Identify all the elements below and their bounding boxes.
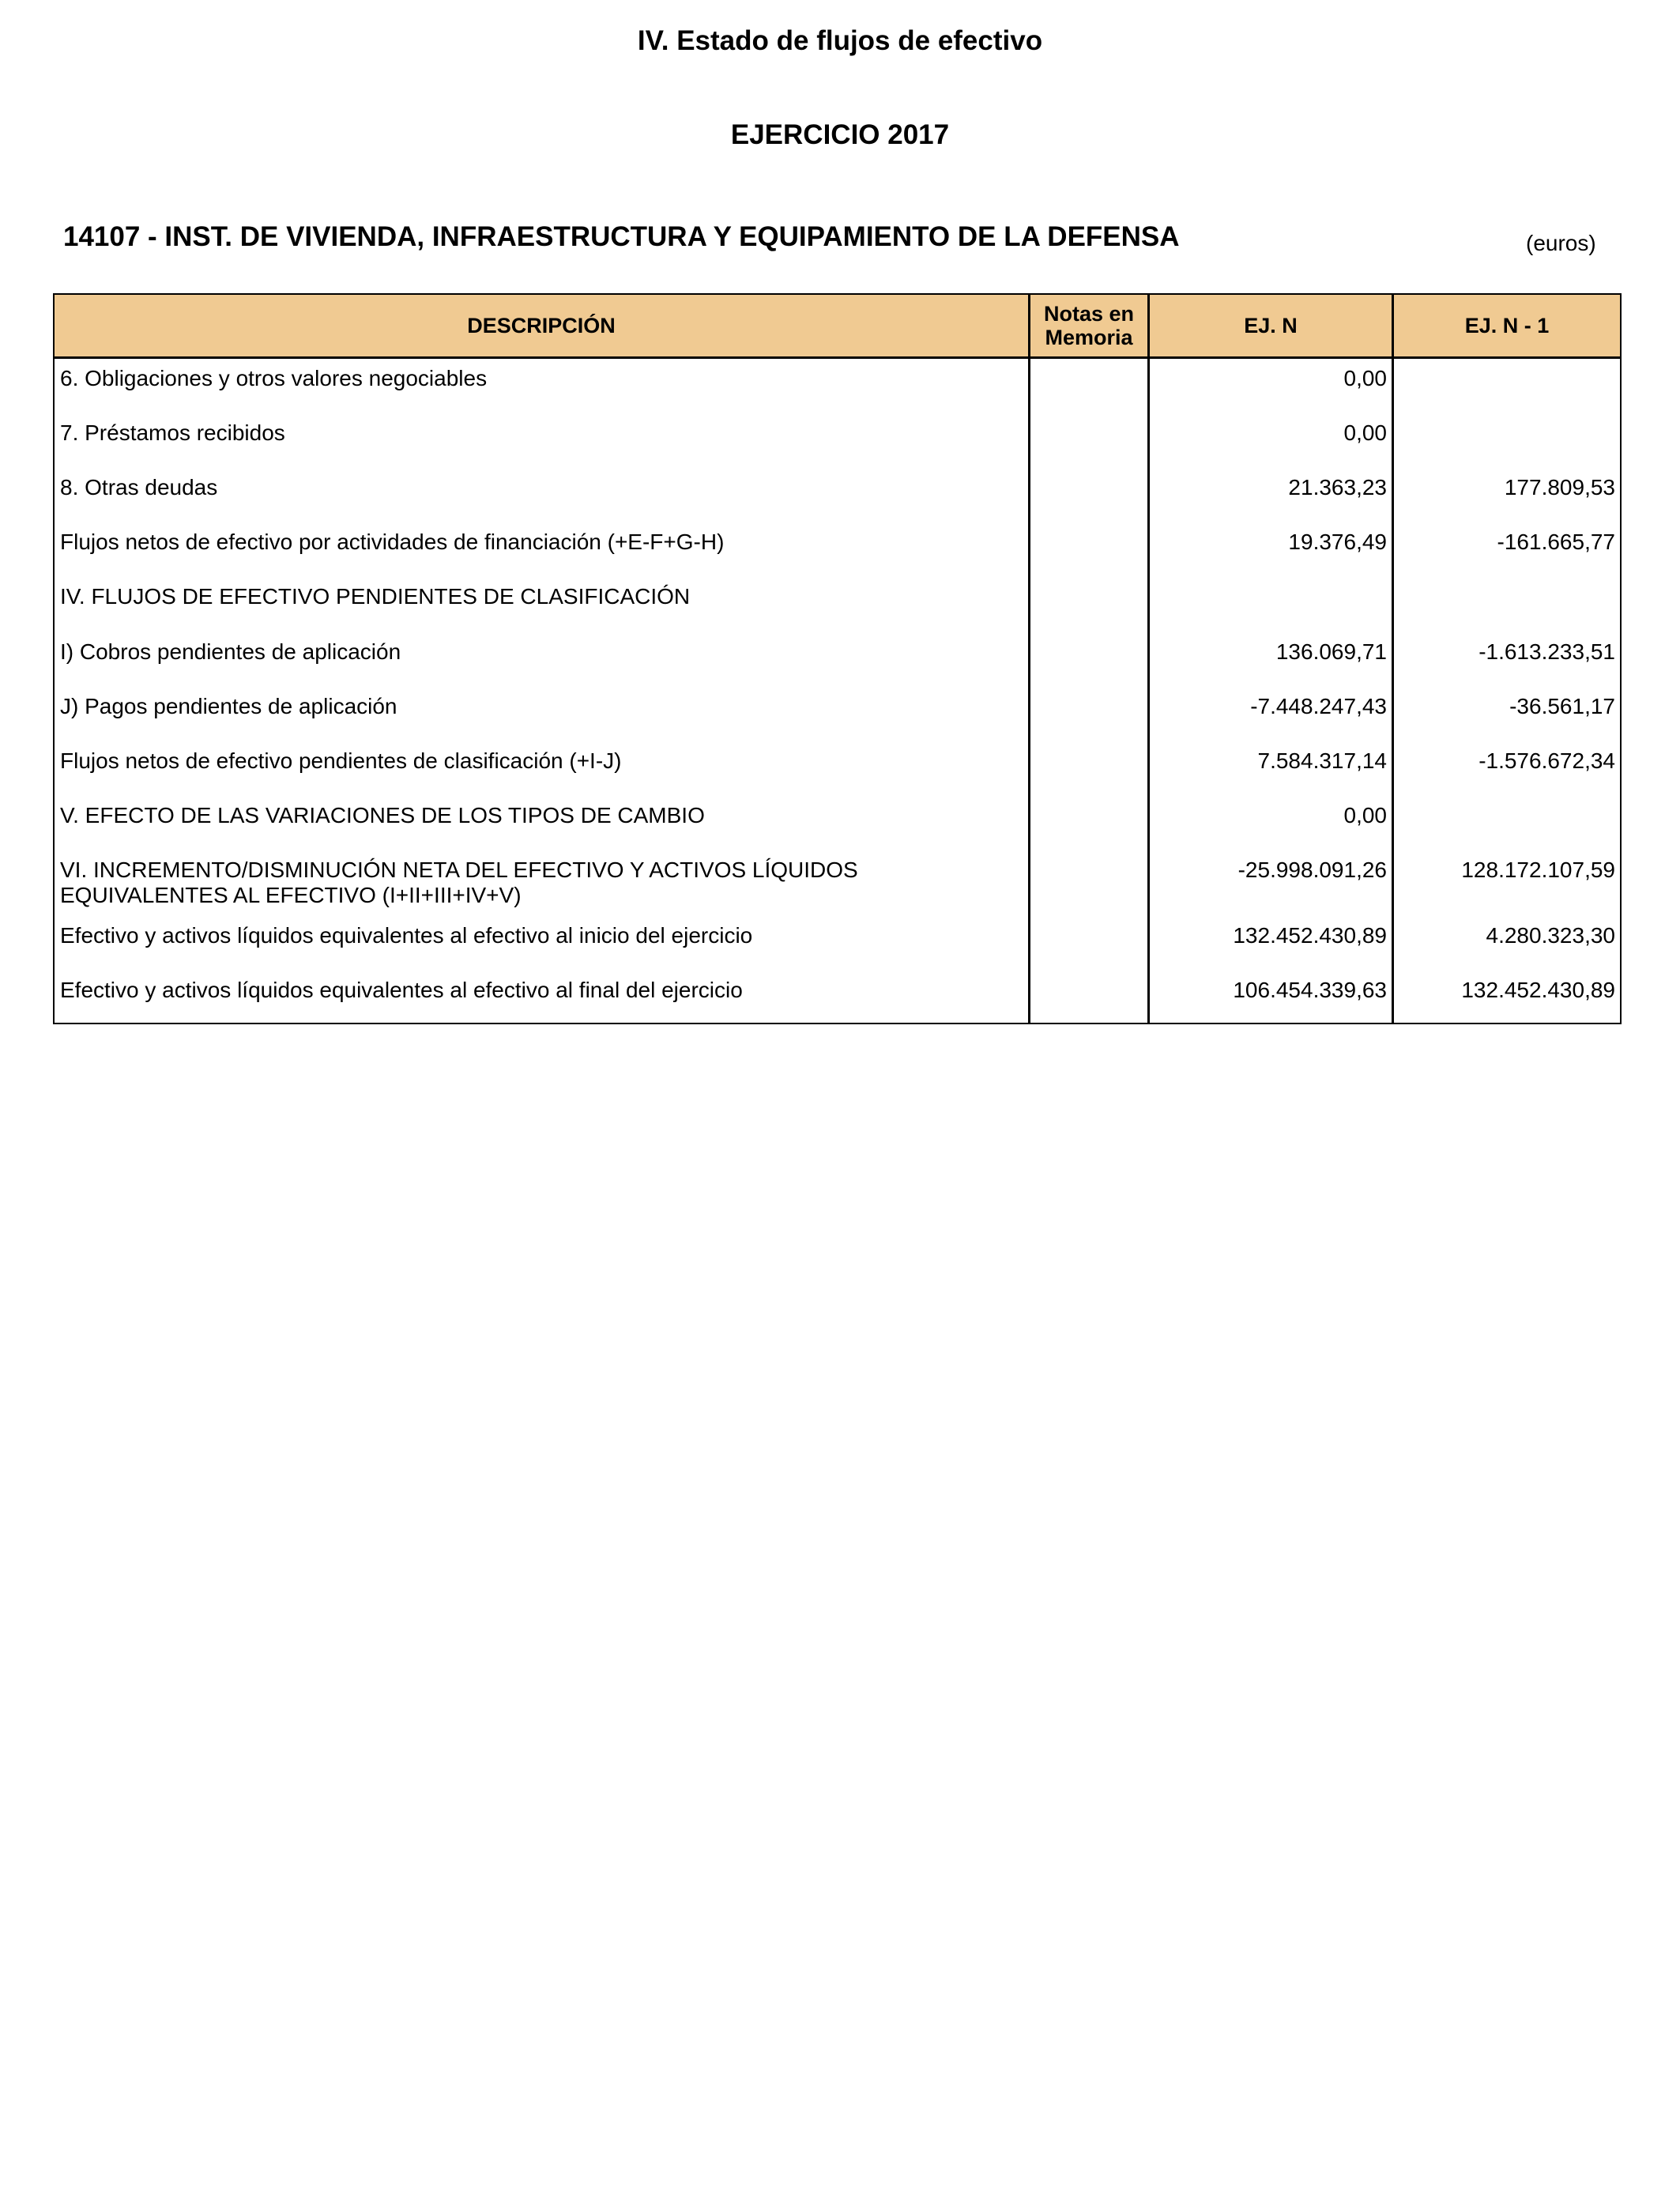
row-value-ej-n: 0,00 <box>1343 366 1387 390</box>
row-value-ej-n: 0,00 <box>1343 420 1387 445</box>
header-ej-n-1: EJ. N - 1 <box>1464 314 1550 337</box>
row-value-ej-n: 7.584.317,14 <box>1257 748 1387 773</box>
row-value-ej-n-1: -1.576.672,34 <box>1478 748 1615 773</box>
row-value-ej-n-1: -161.665,77 <box>1497 530 1615 554</box>
header-notes: Notas en Memoria <box>1043 302 1135 349</box>
row-value-ej-n-1: -1.613.233,51 <box>1478 639 1615 664</box>
column-divider <box>1028 295 1030 1023</box>
row-value-ej-n-1: 132.452.430,89 <box>1461 978 1615 1002</box>
row-description: I) Cobros pendientes de aplicación <box>60 639 401 664</box>
row-description: V. EFECTO DE LAS VARIACIONES DE LOS TIPOS DE CAMBIO <box>60 803 705 827</box>
row-value-ej-n: 106.454.339,63 <box>1233 978 1387 1002</box>
row-value-ej-n: -25.998.091,26 <box>1237 858 1387 882</box>
header-ej-n: EJ. N <box>1244 314 1298 337</box>
table-header-row <box>55 295 1620 359</box>
currency-unit-label: (euros) <box>1526 231 1596 255</box>
row-value-ej-n: 136.069,71 <box>1275 639 1387 664</box>
row-description: Flujos netos de efectivo por actividades de financiación (+E-F+G-H) <box>60 530 725 554</box>
row-value-ej-n: 132.452.430,89 <box>1233 923 1387 948</box>
row-value-ej-n-1: 177.809,53 <box>1504 475 1615 499</box>
row-description: Efectivo y activos líquidos equivalentes al efectivo al final del ejercicio <box>60 978 743 1002</box>
page-title: IV. Estado de flujos de efectivo <box>637 25 1043 56</box>
row-value-ej-n: 19.376,49 <box>1288 530 1387 554</box>
row-description: IV. FLUJOS DE EFECTIVO PENDIENTES DE CLASIFICACIÓN <box>60 584 691 609</box>
row-description: VI. INCREMENTO/DISMINUCIÓN NETA DEL EFECTIVO Y ACTIVOS LÍQUIDOS EQUIVALENTES AL EFECTIVO (I+II+III+IV+V) <box>60 858 858 907</box>
row-description: 8. Otras deudas <box>60 475 218 499</box>
cash-flow-table <box>53 293 1622 1024</box>
row-value-ej-n: -7.448.247,43 <box>1250 694 1387 718</box>
row-value-ej-n: 21.363,23 <box>1288 475 1387 499</box>
row-value-ej-n-1: 4.280.323,30 <box>1486 923 1615 948</box>
row-value-ej-n-1: 128.172.107,59 <box>1461 858 1615 882</box>
row-description: 6. Obligaciones y otros valores negociables <box>60 366 488 390</box>
row-value-ej-n-1: -36.561,17 <box>1509 694 1615 718</box>
row-description: Flujos netos de efectivo pendientes de clasificación (+I-J) <box>60 748 622 773</box>
row-description: 7. Préstamos recibidos <box>60 420 285 445</box>
row-description: Efectivo y activos líquidos equivalentes al efectivo al inicio del ejercicio <box>60 923 753 948</box>
exercise-title: EJERCICIO 2017 <box>730 119 950 150</box>
row-value-ej-n: 0,00 <box>1343 803 1387 827</box>
row-description: J) Pagos pendientes de aplicación <box>60 694 397 718</box>
header-description: DESCRIPCIÓN <box>467 314 616 337</box>
entity-title: 14107 - INST. DE VIVIENDA, INFRAESTRUCTURA Y EQUIPAMIENTO DE LA DEFENSA <box>63 221 1180 252</box>
